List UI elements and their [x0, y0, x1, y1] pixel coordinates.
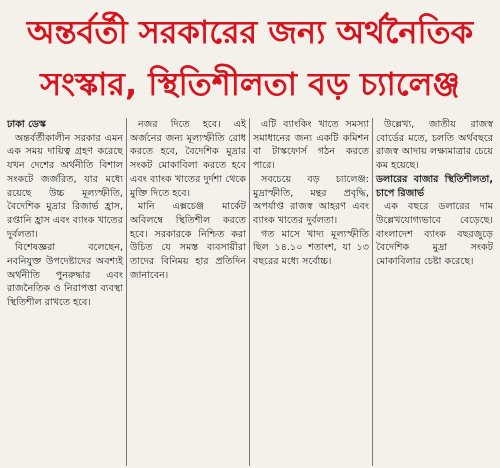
- paragraph: এটি ব্যাংকিং খাতে সমস্যা সমাধানের জন্য একটি কমিশন বা টাস্কফোর্স গঠন করতে পারে।: [253, 119, 369, 172]
- paragraph: উল্লেখ্য, জাতীয় রাজস্ব বোর্ডের মতে, চলতি অর্থবছরে রাজস্ব আদায় লক্ষ্যমাত্রার চেয়ে কম হয়েছে।: [376, 119, 493, 172]
- paragraph: সবচেয়ে বড় চ্যালেঞ্জ: মুদ্রাস্ফীতি, মন্থর প্রবৃদ্ধি, অপর্যাপ্ত রাজস্ব আহরণ এবং ব্যাংক খাতের দুর্বলতা।: [253, 173, 369, 226]
- article-column-3: [250, 118, 373, 466]
- headline-line-1: অন্তর্বর্তী সরকারের জন্য অর্থনৈতিক: [26, 13, 474, 51]
- article-column-2: [127, 118, 250, 466]
- paragraph: মানি এক্সচেঞ্জ মার্কেট অবিলম্বে স্থিতিশীল করতে হবে। সরকারকে নিশ্চিত করা উচিত যে সমস্ত ব্যবসায়ীরা তাদের বিনিময় হার প্রতিদিন জানাবেন।: [130, 201, 246, 281]
- subheading: ডলারের বাজার স্থিতিশীলতা, চাপে রিজার্ভ: [376, 173, 493, 199]
- dateline: ঢাকা ডেস্ক: [7, 119, 46, 130]
- article-column-1: [4, 118, 127, 466]
- paragraph: নজর দিতে হবে। এই অর্জনের জন্য মূল্যস্ফীতি রোধ করতে হবে, বৈদেশিক মুদ্রার সংকট মোকাবিলা করতে হবে এবং ব্যাংক খাতের দুর্দশা থেকে মুক্তি দিতে হবে।: [130, 119, 246, 199]
- headline: [6, 6, 494, 114]
- paragraph: গত মাসে খাদ্য মূল্যস্ফীতি ছিল ১৪.১০ শতাংশ, যা ১৩ বছরের মধ্যে সর্বোচ্চ।: [253, 228, 369, 268]
- paragraph: এক বছরে ডলারের দাম উল্লেখযোগ্যভাবে বেড়েছে। বাংলাদেশ ব্যাংক বছরজুড়ে বৈদেশিক মুদ্রা সংকট মোকাবিলার চেষ্টা করেছে।: [376, 201, 493, 268]
- paragraph: বিশেষজ্ঞরা বলেছেন, নবনিযুক্ত উপদেষ্টাদের অবশ্যই অর্থনীতি পুনরুদ্ধার এবং রাজনৈতিক ও নিরাপত্তা ব্যবস্থা স্থিতিশীল রাখতে হবে।: [7, 242, 123, 309]
- paragraph: অন্তর্বর্তীকালীন সরকার এমন এক সময় দায়িত্ব গ্রহণ করেছে যখন দেশের অর্থনীতি বিশাল সংকটে জর্জরিত, যার মধ্যে রয়েছে উচ্চ মূল্যস্ফীতি, বৈদেশিক মুদ্রার রিজার্ভ হ্রাস, রপ্তানি হ্রাস এবং ব্যাংক খাতের দুর্বলতা।: [7, 132, 123, 240]
- article-column-4: [373, 118, 496, 466]
- headline-line-2: সংস্কার, স্থিতিশীলতা বড় চ্যালেঞ্জ: [40, 65, 460, 103]
- article-body: [4, 118, 496, 466]
